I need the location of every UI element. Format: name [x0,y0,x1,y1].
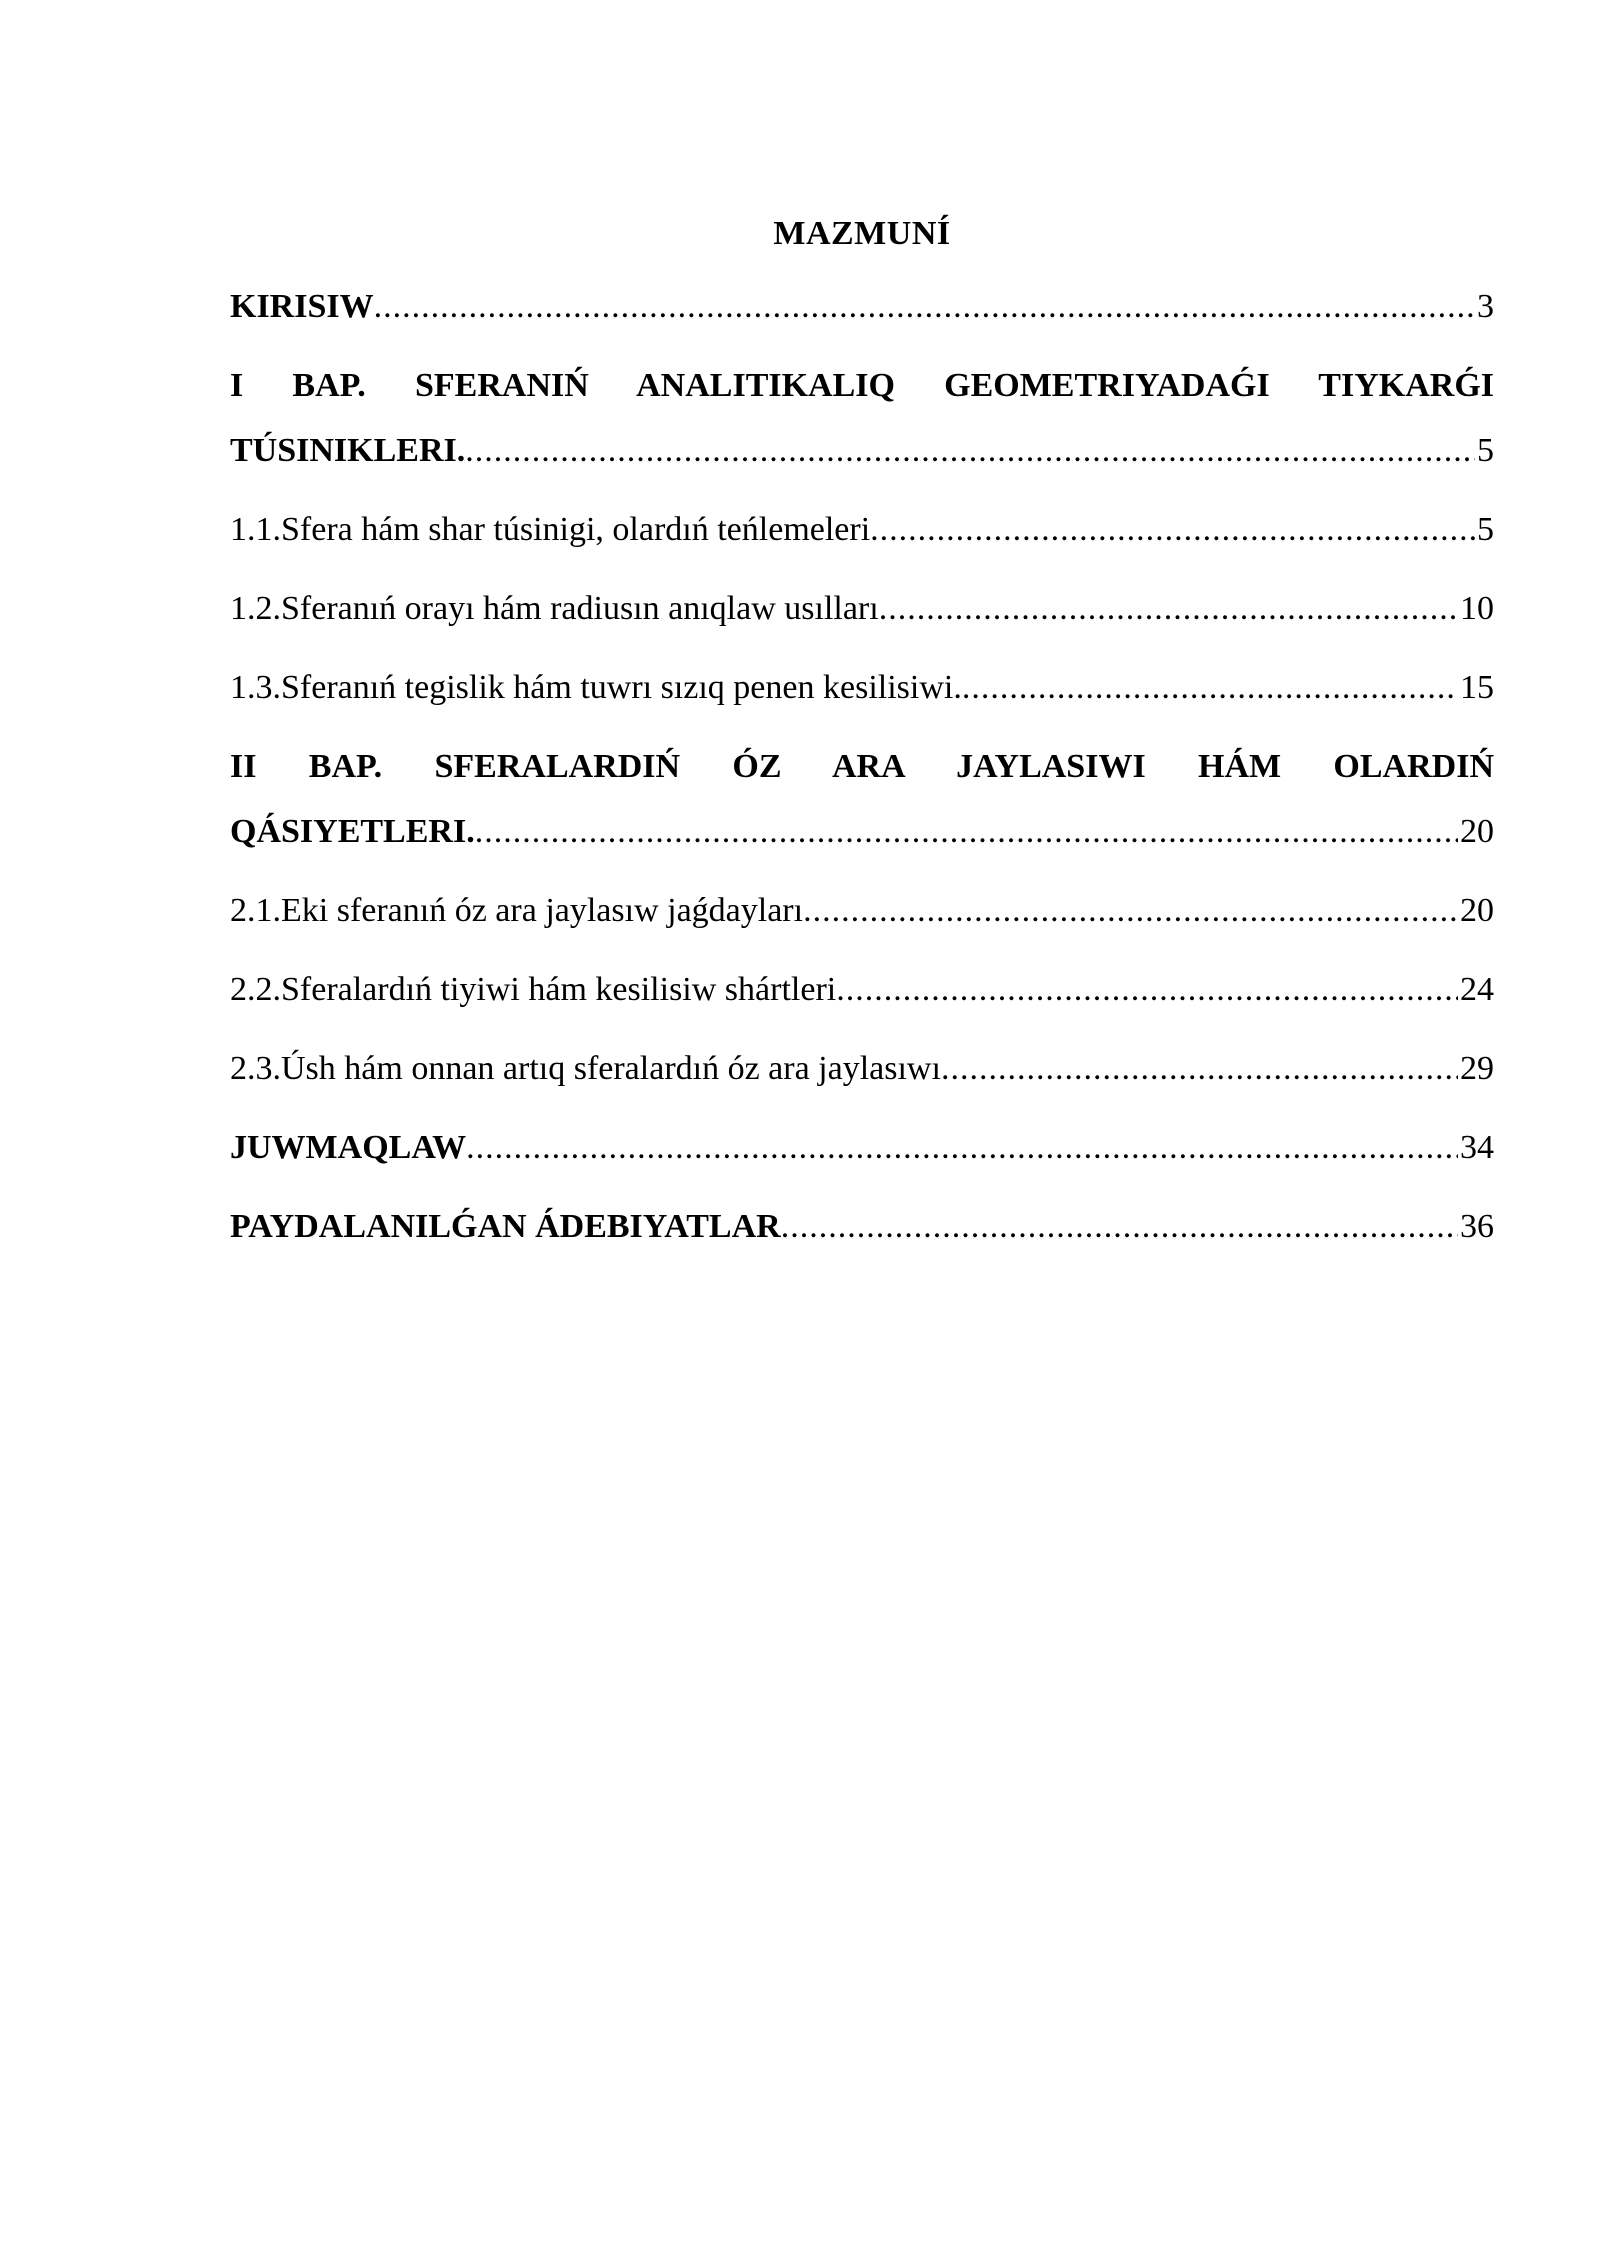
toc-entry-chapter-1 [230,353,1494,483]
toc-entry-section-2-1 [230,878,1494,943]
toc-entry-references [230,1194,1494,1259]
toc-entry-text: PAYDALANILǴAN ÁDEBIYATLAR [230,1208,781,1245]
toc-entry-chapter-2 [230,734,1494,864]
toc-entry-conclusion [230,1115,1494,1180]
dot-leader [836,957,1458,1022]
toc-entry-text: JUWMAQLAW [230,1129,467,1166]
toc-entry-text-line-2: QÁSIYETLERI. [230,813,475,850]
dot-leader [466,1115,1458,1180]
toc-page-number: 15 [1460,669,1494,706]
dot-leader [465,418,1475,483]
dot-leader [374,274,1475,339]
toc-page-number: 10 [1460,590,1494,627]
toc-entry-text: 2.2.Sferalardıń tiyiwi hám kesilisiw shártleri [230,971,837,1008]
toc-page-number: 3 [1477,288,1494,325]
toc-entry-section-2-3 [230,1036,1494,1101]
toc-page-number: 20 [1460,813,1494,850]
toc-entry-text-line-1: II BAP. SFERALARDIŃ ÓZ ARA JAYLASIWI HÁM OLARDIŃ [230,748,1494,785]
toc-entry-text: 1.3.Sferanıń tegislik hám tuwrı sızıq penen kesilisiwi. [230,669,962,706]
toc-entry-section-1-3 [230,655,1494,720]
dot-leader [803,878,1458,943]
toc-entry-section-1-2 [230,576,1494,641]
toc-entry-text: 1.1.Sfera hám shar túsinigi, olardıń teńlemeleri [230,511,871,548]
dot-leader [870,497,1475,562]
toc-entry-text-line-1: I BAP. SFERANIŃ ANALITIKALIQ GEOMETRIYADAǴI TIYKARǴI [230,367,1494,404]
toc-title: MAZMUNÍ [773,215,951,252]
toc-entry-text: 1.2.Sferanıń orayı hám radiusın anıqlaw usılları [230,590,879,627]
toc-entry-introduction [230,274,1494,339]
toc-page-number: 5 [1477,511,1494,548]
dot-leader [962,655,1458,720]
toc-page-number: 20 [1460,892,1494,929]
dot-leader [941,1036,1458,1101]
toc-page-number: 24 [1460,971,1494,1008]
toc-entry-section-1-1 [230,497,1494,562]
dot-leader [879,576,1458,641]
toc-entry-text: 2.3.Úsh hám onnan artıq sferalardıń óz ara jaylasıwı [230,1050,941,1087]
table-of-contents [230,210,1494,1273]
dot-leader [475,799,1458,864]
toc-page-number: 5 [1477,432,1494,469]
toc-entry-section-2-2 [230,957,1494,1022]
toc-entry-text-line-2: TÚSINIKLERI. [230,432,466,469]
toc-page-number: 34 [1460,1129,1494,1166]
toc-entry-text: KIRISIW [230,288,374,325]
toc-page-number: 29 [1460,1050,1494,1087]
toc-entry-text: 2.1.Eki sferanıń óz ara jaylasıw jaǵdayları [230,892,804,929]
dot-leader [781,1194,1458,1259]
toc-page-number: 36 [1460,1208,1494,1245]
